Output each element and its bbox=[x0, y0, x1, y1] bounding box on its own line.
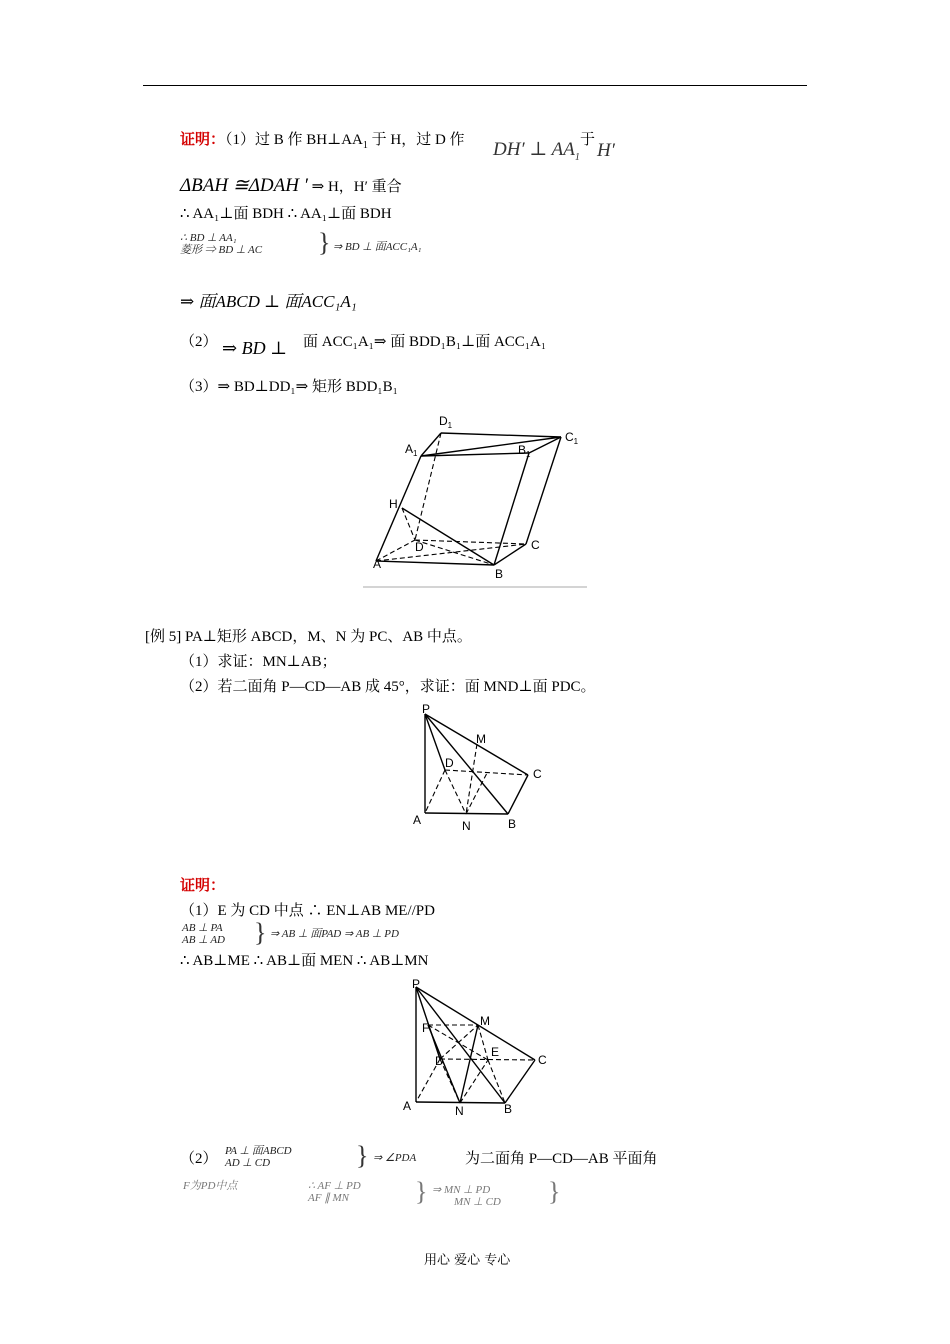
proof2-label: 证明： bbox=[180, 878, 226, 894]
label-P: P bbox=[422, 702, 431, 716]
proof1-line6-math: ⇒ BD ⊥ bbox=[222, 338, 288, 358]
proof1-h-prime: H′ bbox=[597, 140, 615, 161]
proof2-line4-result: ⇒ ∠PDA bbox=[373, 1152, 417, 1164]
figure-prism bbox=[355, 410, 595, 592]
brace: } bbox=[548, 1177, 561, 1206]
label-F: F bbox=[422, 1021, 430, 1035]
brace: } bbox=[254, 918, 267, 947]
label-B: B bbox=[495, 567, 504, 581]
proof2-line4-label: （2） bbox=[180, 1151, 218, 1167]
brace: } bbox=[356, 1141, 369, 1170]
example5-title: [例 5] PA⊥矩形 ABCD，M、N 为 PC、AB 中点。 bbox=[145, 629, 472, 645]
proof1-yu: 于 bbox=[580, 132, 596, 148]
label-A: A bbox=[373, 557, 382, 571]
label-C: C bbox=[531, 538, 540, 552]
proof1-line6-rest: 面 ACC₁A₁⇒ 面 BDD₁B₁⊥面 ACC₁A₁ bbox=[303, 334, 547, 350]
label-D1: $D_1$ bbox=[439, 414, 453, 430]
proof2-line4-rest: 为二面角 P—CD—AB 平面角 bbox=[465, 1151, 658, 1167]
brace: } bbox=[415, 1177, 428, 1206]
figure-pyramid bbox=[405, 700, 555, 835]
proof2-system: AB ⊥ PA AB ⊥ AD bbox=[182, 922, 225, 946]
proof2-line5-results: ⇒ MN ⊥ PD MN ⊥ CD bbox=[432, 1184, 501, 1208]
label-D: D bbox=[415, 540, 424, 554]
label-C1: $C_1$ bbox=[565, 430, 579, 446]
label-A: A bbox=[413, 813, 422, 827]
proof1-line3: ∴ AA₁⊥面 BDH ∴ AA₁⊥面 BDH bbox=[180, 206, 392, 222]
proof1-line1: 证明：（1）过 B 作 $BH\perp AA_1$ 于 H，过 D 作 bbox=[180, 132, 465, 151]
proof-label: 证明： bbox=[180, 132, 226, 148]
proof1-math-dh: DH′ ⊥ $AA_1$ bbox=[493, 139, 580, 163]
header-rule bbox=[143, 85, 807, 86]
label-A: A bbox=[403, 1099, 412, 1113]
proof1-line2: ΔBAH ≅ΔDAH ′ ⇒ H，H′ 重合 bbox=[180, 175, 402, 196]
label-A1: $A_1$ bbox=[405, 442, 418, 458]
proof2-system-result: ⇒ AB ⊥ 面PAD ⇒ AB ⊥ PD bbox=[270, 928, 399, 940]
label-D: D bbox=[445, 756, 454, 770]
proof1-system: ∴ BD ⊥ AA₁ 菱形 ⇒ BD ⊥ AC bbox=[180, 232, 263, 256]
figure-pyramid-2 bbox=[398, 975, 558, 1120]
example5-q1: （1）求证：MN⊥AB； bbox=[180, 654, 337, 670]
proof1-line7: （3）⇒ BD⊥DD₁⇒ 矩形 BDD₁B₁ bbox=[180, 379, 398, 395]
label-H: H bbox=[389, 497, 398, 511]
example5-q2: （2）若二面角 P—CD—AB 成 45°，求证：面 MND⊥面 PDC。 bbox=[180, 679, 596, 695]
proof2-line3: ∴ AB⊥ME ∴ AB⊥面 MEN ∴ AB⊥MN bbox=[180, 953, 429, 969]
footer: 用心 爱心 专心 bbox=[424, 1253, 511, 1268]
label-N: N bbox=[462, 819, 471, 833]
label-D: D bbox=[435, 1054, 444, 1068]
label-C: C bbox=[538, 1053, 547, 1067]
label-N: N bbox=[455, 1104, 464, 1118]
proof2-line4-system: PA ⊥ 面ABCD AD ⊥ CD bbox=[225, 1145, 292, 1169]
proof1-line5: ⇒ 面ABCD ⊥ 面ACC₁A₁ bbox=[180, 292, 357, 311]
label-M: M bbox=[480, 1014, 490, 1028]
label-B1: $B_1$ bbox=[518, 443, 531, 459]
proof2-line5-system: ∴ AF ⊥ PD AF ∥ MN bbox=[308, 1180, 361, 1204]
proof1-system-result: ⇒ BD ⊥ 面ACC₁A₁ bbox=[333, 241, 422, 253]
proof1-line6: （2） bbox=[180, 334, 218, 350]
brace: } bbox=[318, 228, 331, 257]
label-B: B bbox=[508, 817, 517, 831]
proof2-line5-left: F为PD中点 bbox=[183, 1180, 238, 1192]
label-B: B bbox=[504, 1102, 513, 1116]
label-C: C bbox=[533, 767, 542, 781]
proof2-line1: （1）E 为 CD 中点 ∴ EN⊥AB ME//PD bbox=[180, 903, 435, 919]
label-M: M bbox=[476, 732, 486, 746]
label-E: E bbox=[491, 1045, 500, 1059]
label-P: P bbox=[412, 977, 421, 991]
